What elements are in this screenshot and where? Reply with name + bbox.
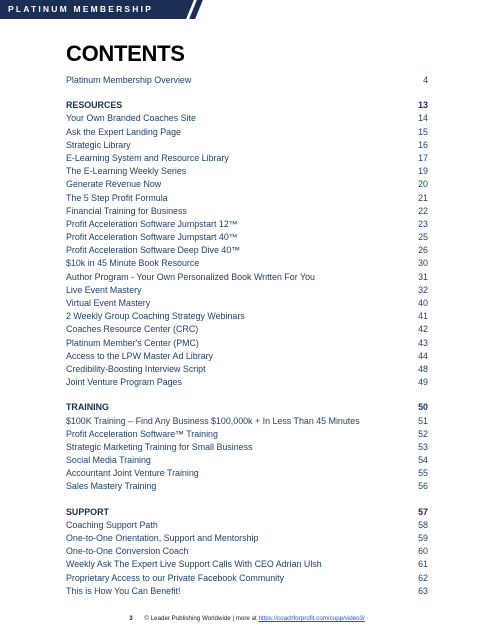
- toc-entry-page: 51: [418, 415, 428, 426]
- toc-entry-label: $100K Training – Find Any Business $100,000k + In Less Than 45 Minutes: [66, 415, 360, 426]
- toc-entry[interactable]: [66, 337, 428, 350]
- toc-entry[interactable]: [66, 310, 428, 323]
- toc-entry-page: 21: [418, 192, 428, 203]
- toc-section-page: 50: [418, 402, 428, 413]
- toc-entry-label: Live Event Mastery: [66, 284, 142, 295]
- toc-entry-label: Access to the LPW Master Ad Library: [66, 350, 213, 361]
- toc-entry[interactable]: [66, 532, 428, 545]
- toc-entry-page: 30: [418, 258, 428, 269]
- resources-list: [66, 112, 428, 389]
- toc-entry-label: Profit Acceleration Software Jumpstart 12™: [66, 218, 238, 229]
- footer-link[interactable]: https://coachforprofit.com/cupp/video3/: [258, 615, 365, 622]
- toc-entry[interactable]: [66, 165, 428, 178]
- toc-entry[interactable]: [66, 415, 428, 428]
- toc-entry[interactable]: [66, 257, 428, 270]
- toc-entry[interactable]: [66, 545, 428, 558]
- toc-entry-label: E-Learning System and Resource Library: [66, 152, 229, 163]
- toc-section-page: 57: [418, 506, 428, 517]
- toc-section-label: RESOURCES: [66, 100, 123, 111]
- toc-entry-page: 54: [418, 455, 428, 466]
- toc-entry-label: Profit Acceleration Software™ Training: [66, 428, 218, 439]
- training-list: [66, 415, 428, 494]
- toc-entry[interactable]: [66, 139, 428, 152]
- toc-entry[interactable]: [66, 363, 428, 376]
- toc-entry-page: 4: [423, 75, 428, 85]
- toc-entry-page: 41: [418, 311, 428, 322]
- toc-entry-page: 59: [418, 533, 428, 543]
- toc-entry-label: Joint Venture Program Pages: [66, 377, 182, 388]
- toc-entry-label: Virtual Event Mastery: [66, 298, 151, 308]
- toc-section-page: 13: [418, 100, 428, 111]
- toc-section-training[interactable]: [66, 401, 428, 414]
- toc-entry-page: 62: [418, 572, 428, 583]
- toc-entry-label: One-to-One Orientation, Support and Mentorship: [66, 533, 259, 543]
- toc-entry-label: Platinum Member's Center (PMC): [66, 337, 199, 348]
- toc-entry-page: 20: [418, 179, 428, 190]
- table-of-contents: [66, 74, 428, 598]
- toc-entry-label: Sales Mastery Training: [66, 481, 157, 492]
- toc-entry[interactable]: [66, 152, 428, 165]
- toc-entry[interactable]: [66, 585, 428, 598]
- toc-entry-label: Generate Revenue Now: [66, 179, 162, 190]
- toc-entry-page: 56: [418, 481, 428, 492]
- toc-entry[interactable]: [66, 205, 428, 218]
- toc-entry[interactable]: [66, 112, 428, 125]
- toc-entry-label: This is How You Can Benefit!: [66, 585, 181, 596]
- toc-entry-label: Strategic Marketing Training for Small Business: [66, 441, 253, 452]
- toc-entry-page: 42: [418, 324, 428, 335]
- support-list: [66, 519, 428, 598]
- header-banner: [0, 0, 182, 19]
- toc-entry-page: 40: [418, 298, 428, 308]
- toc-entry[interactable]: [66, 218, 428, 231]
- toc-entry[interactable]: [66, 572, 428, 585]
- toc-entry-page: 49: [418, 377, 428, 388]
- toc-entry-page: 58: [418, 519, 428, 530]
- toc-entry-page: 16: [418, 139, 428, 150]
- toc-entry-label: Social Media Training: [66, 455, 151, 466]
- toc-entry-label: $10k in 45 Minute Book Resource: [66, 258, 200, 269]
- toc-entry[interactable]: [66, 480, 428, 493]
- toc-entry[interactable]: [66, 428, 428, 441]
- toc-entry-label: Author Program - Your Own Personalized Book Written For You: [66, 271, 315, 282]
- toc-entry-label: The E-Learning Weekly Series: [66, 166, 187, 177]
- toc-entry-page: 15: [418, 126, 428, 137]
- toc-entry-page: 32: [418, 284, 428, 295]
- toc-section-support[interactable]: [66, 506, 428, 519]
- toc-entry[interactable]: [66, 441, 428, 454]
- toc-entry[interactable]: [66, 192, 428, 205]
- toc-entry-label: Credibility-Boosting Interview Script: [66, 363, 206, 374]
- toc-entry[interactable]: [66, 231, 428, 244]
- toc-entry-label: The 5 Step Profit Formula: [66, 192, 168, 203]
- toc-entry-page: 55: [418, 468, 428, 479]
- toc-entry[interactable]: [66, 178, 428, 191]
- toc-entry-page: 19: [418, 166, 428, 177]
- toc-entry-label: Ask the Expert Landing Page: [66, 126, 181, 137]
- toc-entry-page: 23: [418, 218, 428, 229]
- toc-entry-page: 52: [418, 428, 428, 439]
- toc-entry-page: 61: [418, 559, 428, 570]
- toc-entry-label: Weekly Ask The Expert Live Support Calls With CEO Adrian Ulsh: [66, 559, 322, 570]
- toc-entry[interactable]: [66, 350, 428, 363]
- toc-entry-page: 22: [418, 205, 428, 216]
- toc-entry-label: 2 Weekly Group Coaching Strategy Webinars: [66, 311, 245, 322]
- toc-entry[interactable]: [66, 244, 428, 257]
- footer-page-number: 3: [129, 615, 133, 622]
- toc-entry[interactable]: [66, 467, 428, 480]
- toc-entry-page: 14: [418, 113, 428, 124]
- toc-entry[interactable]: [66, 519, 428, 532]
- toc-entry[interactable]: [66, 284, 428, 297]
- toc-entry-overview[interactable]: [66, 74, 428, 87]
- toc-entry[interactable]: [66, 558, 428, 571]
- toc-entry-page: 25: [418, 232, 428, 243]
- toc-entry-label: Profit Acceleration Software Jumpstart 40™: [66, 232, 238, 243]
- toc-entry-page: 48: [418, 363, 428, 374]
- toc-entry[interactable]: [66, 323, 428, 336]
- toc-entry[interactable]: [66, 126, 428, 139]
- toc-entry-label: Coaches Resource Center (CRC): [66, 324, 199, 335]
- toc-entry-page: 31: [418, 271, 428, 282]
- toc-entry[interactable]: [66, 454, 428, 467]
- toc-entry-page: 63: [418, 585, 428, 596]
- toc-entry[interactable]: [66, 297, 428, 310]
- toc-entry-page: 43: [418, 337, 428, 348]
- toc-entry-page: 60: [418, 546, 428, 557]
- toc-entry[interactable]: [66, 376, 428, 389]
- toc-entry[interactable]: [66, 271, 428, 284]
- page-footer: [0, 615, 494, 622]
- toc-entry-label: Your Own Branded Coaches Site: [66, 113, 196, 124]
- header-title: PLATINUM MEMBERSHIP: [8, 4, 154, 14]
- toc-entry-label: Accountant Joint Venture Training: [66, 468, 199, 479]
- toc-entry-label: Profit Acceleration Software Deep Dive 40™: [66, 245, 241, 256]
- footer-text: © Leader Publishing Worldwide | more at: [144, 615, 259, 622]
- toc-entry-page: 26: [418, 245, 428, 256]
- toc-entry-page: 44: [418, 350, 428, 361]
- toc-entry-label: Strategic Library: [66, 139, 131, 150]
- toc-section-label: SUPPORT: [66, 506, 109, 517]
- toc-entry-label: Financial Training for Business: [66, 205, 187, 216]
- page-heading: CONTENTS: [66, 41, 185, 66]
- toc-section-label: TRAINING: [66, 402, 109, 413]
- toc-entry-label: One-to-One Conversion Coach: [66, 546, 189, 557]
- toc-entry-label: Proprietary Access to our Private Facebook Community: [66, 572, 285, 583]
- toc-section-resources[interactable]: [66, 99, 428, 112]
- toc-entry-page: 53: [418, 441, 428, 452]
- toc-entry-label: Coaching Support Path: [66, 519, 158, 530]
- toc-entry-page: 17: [418, 152, 428, 163]
- toc-entry-label: Platinum Membership Overview: [66, 75, 192, 85]
